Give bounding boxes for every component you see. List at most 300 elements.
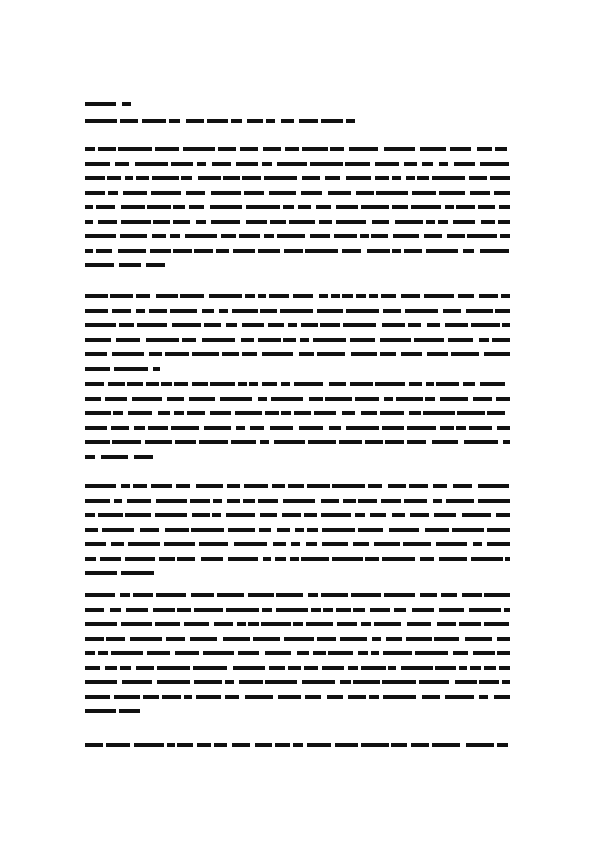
text-word xyxy=(469,426,492,430)
text-word xyxy=(466,743,494,747)
text-word xyxy=(473,397,492,401)
text-word xyxy=(85,557,96,561)
text-word xyxy=(502,680,510,684)
text-word xyxy=(170,234,180,238)
text-word xyxy=(85,484,116,488)
text-word xyxy=(342,249,361,253)
text-word xyxy=(383,309,401,313)
text-word xyxy=(125,557,155,561)
text-word xyxy=(313,338,346,342)
text-word xyxy=(258,294,266,298)
text-word xyxy=(165,352,189,356)
text-word xyxy=(152,176,179,180)
text-word xyxy=(307,743,331,747)
text-word xyxy=(233,666,265,670)
paragraph-line xyxy=(85,147,510,151)
text-word xyxy=(153,220,170,224)
text-word xyxy=(245,695,273,699)
text-word xyxy=(197,162,206,166)
text-word xyxy=(367,249,390,253)
text-word xyxy=(374,622,401,626)
text-word xyxy=(127,382,143,386)
text-word xyxy=(322,666,344,670)
paragraph-line xyxy=(85,263,165,267)
text-word xyxy=(243,499,255,503)
text-word xyxy=(202,309,214,313)
text-word xyxy=(181,176,192,180)
text-word xyxy=(424,294,454,298)
text-word xyxy=(184,622,209,626)
text-word xyxy=(166,637,185,641)
text-word xyxy=(155,513,187,517)
text-word xyxy=(125,176,133,180)
text-word xyxy=(85,622,117,626)
text-word xyxy=(317,637,336,641)
text-word xyxy=(499,666,510,670)
text-word xyxy=(238,651,259,655)
text-word xyxy=(321,513,351,517)
text-word xyxy=(122,680,152,684)
text-word xyxy=(291,542,300,546)
text-word xyxy=(299,352,314,356)
text-word xyxy=(412,608,434,612)
text-word xyxy=(125,513,151,517)
text-word xyxy=(497,743,508,747)
text-word xyxy=(258,249,280,253)
text-word xyxy=(492,338,510,342)
text-word xyxy=(106,743,130,747)
text-word xyxy=(370,513,386,517)
text-word xyxy=(150,249,171,253)
text-word xyxy=(239,234,260,238)
text-word xyxy=(337,622,357,626)
text-word xyxy=(186,191,205,195)
text-word xyxy=(212,513,221,517)
text-word xyxy=(410,513,429,517)
text-word xyxy=(309,397,323,401)
paragraph-line xyxy=(85,695,510,699)
text-word xyxy=(175,651,199,655)
text-word xyxy=(356,191,374,195)
text-word xyxy=(388,484,406,488)
text-word xyxy=(219,309,228,313)
text-word xyxy=(434,513,456,517)
text-word xyxy=(345,162,370,166)
text-word xyxy=(269,294,289,298)
text-word xyxy=(340,680,351,684)
text-word xyxy=(422,695,440,699)
text-word xyxy=(297,651,309,655)
text-word xyxy=(120,593,130,597)
text-word xyxy=(361,666,386,670)
text-word xyxy=(228,557,258,561)
text-word xyxy=(328,651,353,655)
text-word xyxy=(85,411,111,415)
text-word xyxy=(298,205,311,209)
text-word xyxy=(276,608,308,612)
text-word xyxy=(372,220,389,224)
text-word xyxy=(85,294,108,298)
text-word xyxy=(505,557,510,561)
text-word xyxy=(258,397,267,401)
text-word xyxy=(149,309,167,313)
text-word xyxy=(306,542,317,546)
text-word xyxy=(85,608,104,612)
text-word xyxy=(263,557,271,561)
text-word xyxy=(348,666,358,670)
text-word xyxy=(317,352,345,356)
text-word xyxy=(105,666,117,670)
text-word xyxy=(85,695,110,699)
text-word xyxy=(420,557,434,561)
text-word xyxy=(210,411,231,415)
text-word xyxy=(120,666,131,670)
text-word xyxy=(452,528,484,532)
text-word xyxy=(217,593,244,597)
text-word xyxy=(342,411,355,415)
text-word xyxy=(167,743,175,747)
text-word xyxy=(269,666,285,670)
paragraph-line xyxy=(85,309,510,313)
text-word xyxy=(85,743,103,747)
text-word xyxy=(182,338,196,342)
text-word xyxy=(225,695,239,699)
text-word xyxy=(147,651,170,655)
text-word xyxy=(236,426,245,430)
text-word xyxy=(480,249,509,253)
text-word xyxy=(355,513,365,517)
text-word xyxy=(290,557,299,561)
text-word xyxy=(453,484,472,488)
paragraph-line xyxy=(85,608,510,612)
text-word xyxy=(107,176,121,180)
text-word xyxy=(85,234,116,238)
text-word xyxy=(336,220,366,224)
text-word xyxy=(218,147,236,151)
text-word xyxy=(350,382,373,386)
text-word xyxy=(440,426,454,430)
text-word xyxy=(85,440,110,444)
text-word xyxy=(253,637,280,641)
text-word xyxy=(152,234,166,238)
text-word xyxy=(447,234,465,238)
text-word xyxy=(322,528,355,532)
text-word xyxy=(96,205,115,209)
text-word xyxy=(153,367,160,371)
text-word xyxy=(187,411,205,415)
text-word xyxy=(383,695,416,699)
text-word xyxy=(261,622,291,626)
paragraph-line xyxy=(85,709,140,713)
text-word xyxy=(440,397,468,401)
text-word xyxy=(238,382,247,386)
text-word xyxy=(244,484,268,488)
text-word xyxy=(302,680,335,684)
text-word xyxy=(209,294,242,298)
paragraph-line xyxy=(85,249,510,253)
text-word xyxy=(262,162,272,166)
text-word xyxy=(463,249,474,253)
text-word xyxy=(167,397,184,401)
text-word xyxy=(223,176,240,180)
text-word xyxy=(231,440,256,444)
text-word xyxy=(401,666,433,670)
text-word xyxy=(380,411,404,415)
text-word xyxy=(222,352,239,356)
text-word xyxy=(199,542,228,546)
text-word xyxy=(381,294,396,298)
text-word xyxy=(260,513,277,517)
text-word xyxy=(409,382,422,386)
text-word xyxy=(281,382,290,386)
text-word xyxy=(356,294,366,298)
text-word xyxy=(392,176,401,180)
paragraph-line xyxy=(85,234,510,238)
text-word xyxy=(132,397,162,401)
text-word xyxy=(140,528,159,532)
text-word xyxy=(446,499,474,503)
text-word xyxy=(281,119,294,123)
text-word xyxy=(190,499,210,503)
text-word xyxy=(405,309,438,313)
text-word xyxy=(330,147,344,151)
text-word xyxy=(408,323,421,327)
text-word xyxy=(185,234,217,238)
text-word xyxy=(85,338,111,342)
text-word xyxy=(136,294,150,298)
text-word xyxy=(227,484,240,488)
text-word xyxy=(98,513,123,517)
text-word xyxy=(121,205,145,209)
text-word xyxy=(275,743,290,747)
text-word xyxy=(391,743,407,747)
text-word xyxy=(404,162,417,166)
text-word xyxy=(246,205,280,209)
text-word xyxy=(435,666,456,670)
text-word xyxy=(183,147,215,151)
text-word xyxy=(284,637,314,641)
text-word xyxy=(147,205,171,209)
text-word xyxy=(300,338,309,342)
text-word xyxy=(382,426,404,430)
text-word xyxy=(203,651,234,655)
paragraph-line xyxy=(85,637,510,641)
text-word xyxy=(111,426,129,430)
text-word xyxy=(274,440,305,444)
text-word xyxy=(111,651,143,655)
text-word xyxy=(237,622,246,626)
text-word xyxy=(393,234,419,238)
text-word xyxy=(467,234,497,238)
text-word xyxy=(85,651,95,655)
text-word xyxy=(331,294,340,298)
text-word xyxy=(310,234,330,238)
text-word xyxy=(372,637,381,641)
text-word xyxy=(458,294,474,298)
text-word xyxy=(283,205,294,209)
text-word xyxy=(414,338,444,342)
text-word xyxy=(264,176,297,180)
text-word xyxy=(231,119,242,123)
paragraph-line xyxy=(85,484,510,488)
paragraph-line xyxy=(85,513,510,517)
text-word xyxy=(319,294,328,298)
text-word xyxy=(439,608,464,612)
text-word xyxy=(262,352,293,356)
text-word xyxy=(301,323,318,327)
text-word xyxy=(119,323,134,327)
text-word xyxy=(202,338,235,342)
text-word xyxy=(371,651,379,655)
text-word xyxy=(155,622,180,626)
text-word xyxy=(445,205,454,209)
text-word xyxy=(328,191,351,195)
text-word xyxy=(173,249,192,253)
paragraph-line xyxy=(85,571,155,575)
text-word xyxy=(149,352,162,356)
text-word xyxy=(479,294,498,298)
text-word xyxy=(194,249,213,253)
text-word xyxy=(260,309,277,313)
text-word xyxy=(353,542,369,546)
text-word xyxy=(401,352,422,356)
text-word xyxy=(293,743,303,747)
text-word xyxy=(148,426,168,430)
paragraph-line xyxy=(85,382,510,386)
text-word xyxy=(133,593,153,597)
text-word xyxy=(448,338,473,342)
text-word xyxy=(443,309,461,313)
text-word xyxy=(321,499,339,503)
text-word xyxy=(121,622,152,626)
text-word xyxy=(151,484,172,488)
text-word xyxy=(409,411,421,415)
text-word xyxy=(350,338,375,342)
text-word xyxy=(381,499,401,503)
text-word xyxy=(137,323,167,327)
text-word xyxy=(85,367,110,371)
text-word xyxy=(232,743,250,747)
text-word xyxy=(153,608,175,612)
text-word xyxy=(464,440,498,444)
text-word xyxy=(177,743,193,747)
text-word xyxy=(361,622,371,626)
text-word xyxy=(172,323,201,327)
paragraph-line xyxy=(85,593,510,597)
text-word xyxy=(122,102,131,106)
text-word xyxy=(226,513,255,517)
text-word xyxy=(479,680,499,684)
text-word xyxy=(438,220,448,224)
text-word xyxy=(369,294,378,298)
text-word xyxy=(407,426,436,430)
text-word xyxy=(456,426,466,430)
text-word xyxy=(262,382,277,386)
paragraph-line xyxy=(85,440,510,444)
text-word xyxy=(495,147,507,151)
text-word xyxy=(346,176,371,180)
text-word xyxy=(394,608,406,612)
text-word xyxy=(204,323,221,327)
text-word xyxy=(358,499,377,503)
text-word xyxy=(242,352,257,356)
text-word xyxy=(392,513,405,517)
text-word xyxy=(439,162,448,166)
text-word xyxy=(165,528,189,532)
text-word xyxy=(504,608,510,612)
text-word xyxy=(445,323,468,327)
text-word xyxy=(128,411,152,415)
text-word xyxy=(145,440,172,444)
text-word xyxy=(334,234,357,238)
text-word xyxy=(349,147,378,151)
text-word xyxy=(496,513,510,517)
text-word xyxy=(239,680,263,684)
text-word xyxy=(85,162,110,166)
text-word xyxy=(171,162,193,166)
text-word xyxy=(197,743,211,747)
text-word xyxy=(85,528,98,532)
text-word xyxy=(305,249,338,253)
text-word xyxy=(332,557,363,561)
text-word xyxy=(307,528,318,532)
text-word xyxy=(329,382,346,386)
text-word xyxy=(266,119,275,123)
text-word xyxy=(242,323,264,327)
paragraph-line xyxy=(85,352,510,356)
text-word xyxy=(426,220,435,224)
text-word xyxy=(214,743,227,747)
text-word xyxy=(100,557,121,561)
text-word xyxy=(348,695,366,699)
text-word xyxy=(439,191,465,195)
text-word xyxy=(427,323,440,327)
text-word xyxy=(375,382,405,386)
text-word xyxy=(85,147,95,151)
text-word xyxy=(258,338,281,342)
text-word xyxy=(308,593,318,597)
text-word xyxy=(389,528,419,532)
text-word xyxy=(112,352,144,356)
text-word xyxy=(201,557,223,561)
text-word xyxy=(498,220,510,224)
text-word xyxy=(497,651,510,655)
text-word xyxy=(407,440,426,444)
text-word xyxy=(280,309,313,313)
text-word xyxy=(110,294,133,298)
text-word xyxy=(232,309,258,313)
paragraph-line xyxy=(85,205,510,209)
paragraph-line xyxy=(85,743,510,747)
text-word xyxy=(455,680,477,684)
text-word xyxy=(85,666,100,670)
text-word xyxy=(361,205,389,209)
text-word xyxy=(477,147,492,151)
text-word xyxy=(299,119,318,123)
text-word xyxy=(470,191,490,195)
text-word xyxy=(384,593,415,597)
text-word xyxy=(192,352,219,356)
text-word xyxy=(288,484,304,488)
text-word xyxy=(136,666,154,670)
text-word xyxy=(265,680,297,684)
text-word xyxy=(459,622,481,626)
text-word xyxy=(332,484,365,488)
text-word xyxy=(130,637,162,641)
text-word xyxy=(329,426,341,430)
text-word xyxy=(322,542,348,546)
text-word xyxy=(85,249,93,253)
